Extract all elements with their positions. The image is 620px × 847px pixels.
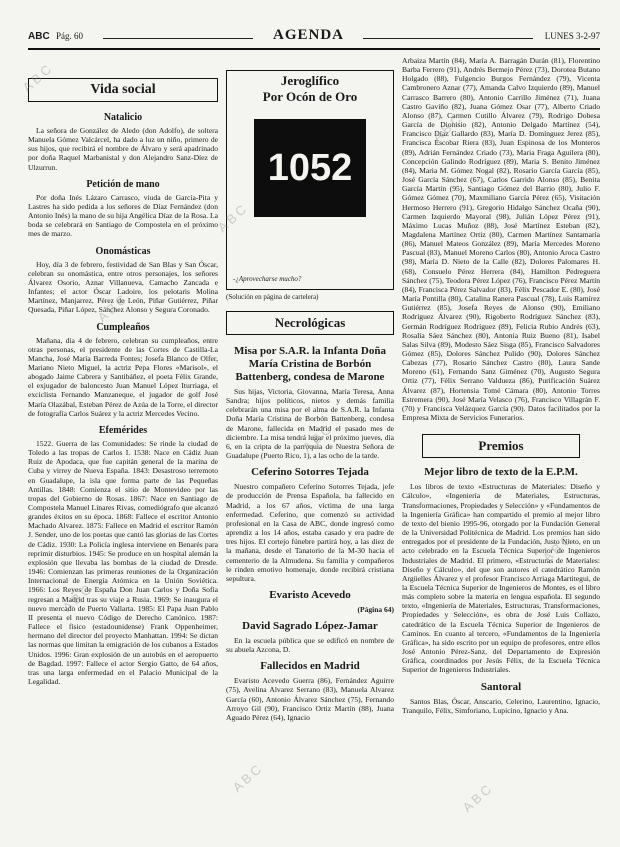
- page-header: [28, 27, 600, 50]
- cumpleanos-text: Mañana, día 4 de febrero, celebran su cumpleaños, entre otras personas, el presidente de las Cortes de Castilla-La Mancha, José María Barreda Fontes; Josefa Blanco de Olfer, Mariano Nieto Miguel, la actriz Pepa Flores «Marisol», el abogado Jaime Cabrera y Santibáñez, el poeta Félix Grande, el exjugador de baloncesto Juan Manuel López Iturriaga, el exciclista Fernando Manzaneque, el jugador de golf José María Olazábal, Esteban Pérez de Azúa de la Torre, el director de fotografía Carlos Suárez y la actriz Mercedes Vecino.: [28, 335, 218, 418]
- ceferino-text: Nuestro compañero Ceferino Sotorres Tejada, jefe de producción de Prensa Española, ha fallecido en Madrid, a los 67 años, víctima de una larga enfermedad. Ceferino, que comenzó su actividad profesional en la Casa de ABC, donde ingresó como aprendiz a los 14 años, estaba casado y era padre de tres hijos. El cortejo fúnebre partirá hoy, a las diez de la mañana, desde el Tanatorio de la M-30 hacia el cementerio de la Almudena. Su familia y compañeros le rinden emotivo homenaje, donde recibirá cristiana sepultura.: [226, 482, 394, 583]
- premio-text: Los libros de texto «Estructuras de Materiales: Diseño y Cálculo», «Ingeniería de Materiales, Estructuras, Transformaciones, Propiedades y Selección» y «Fundamentos de la Ingeniería Gráfica» han compartido el premio al mejor libro de texto del bienio 1995-96, otorgado por la Fundación General de la Universidad Politécnica de Madrid. Los premios han sido entregados por el presidente de la Fundación, Justo Nieto, en un acto celebrado en la Escuela Técnica Superior de Ingenieros Industriales de Madrid. El primero, «Estructuras de Materiales: Diseño y Cálculo», del que son autores el catedrático Ramón Argüelles Álvarez y el profesor Francisco Arriaga Martitegui, de la Escuela Técnica Superior de Ingenieros de Montes, es el libro más completo sobre la materia en lengua española. El segundo texto, «Ingeniería de Materiales, Estructuras, Transformaciones, Propiedades y Selección», es obra de José Luis Collazo, catedrático de la Escuela Técnica Superior de Ingenieros de Caminos. En cuanto al tercero, «Fundamentos de la Ingeniería Gráfica», ha sido escrito por un equipo de profesores, entre ellos José Antonio Pérez-Sanz, del Departamento de Expresión Gráfica, coordinados por Jesús Félix, de la Escuela Técnica Superior de Ingenieros Industriales.: [402, 482, 600, 675]
- evaristo-page-ref: (Página 64): [357, 604, 394, 614]
- watermark: ABC: [459, 779, 497, 816]
- jeroglifico-box: [226, 70, 394, 290]
- column-middle: [226, 56, 394, 836]
- fallecidos-text: Evaristo Acevedo Guerra (86), Fernández Aguirre (75), Avelina Alvarez Serrano (83), Manuela Alvarez García (60), Antonio Álvarez Sánchez (75), Fernando Arroyo Gil (90), Francisco Ortiz Martín (88), Juana Aguado Pérez (64), Ignacio: [226, 676, 394, 722]
- watermark: ABC: [214, 199, 252, 236]
- jeroglifico-title: Jeroglífico: [280, 73, 340, 88]
- natalicio-heading: Natalicio: [103, 112, 143, 123]
- natalicio-text: La señora de González de Aledo (don Adolfo), de soltera Manuela Gómez Valcárcel, ha dado a luz un niño, primero de sus hijos, que recibirá el nombre de Álvaro y será apadrinado por doña Raquel Marbanistal y don Alejandro Sanz-Díez de Ulzurrun.: [28, 126, 218, 172]
- fallecidos-list: Arbaiza Martín (84), María A. Barragán Durán (81), Florentino Barba Ferrero (91), Andrés Bermejo Pérez (73), Dorotea Butano Holgado (88), Fulgencio Burgos Fernández (79), Vicenta Cambronero Aznar (77), Amanda Calvo Izquierdo (89), Manuel Carrasco Barrero (80), Antonio Carrillo Jiménez (71), Juana Castro Gaviño (82), Juana Gómez Osar (77), Alberto Criado Alonso (87), Carmen Cutillo Álvarez (79), Rodrigo Dobesa García de Dionisio (82), Antonio Delgado Martínez (54), Francisco Díaz Gallardo (83), María D. Domínguez Jerez (85), Francisca Escobar Riera (83), Juan Espinosa de los Monteros (89), Adrián Fernández Criado (73), Maria Fraga Aguilera (80), Concepción Galindo Rodríguez (89), Maria S. Benito Jiménez (84), Maria M. Gómez Nogal (82), Rosario García García (85), José García Sánchez (67), Carlos Garrido Alonso (85), Benita García Martín (95), Santiago Gómez del Barrio (80), Julio F. Gómez Gómez (70), Maxmiliano García Pérez (65), Visitación Hermoso Herrero (91), Gregorio Hidalgo Sánchez Ocaña (90), Carmen Izquierdo Mayoral (98), Julián López Pérez (91), Máximo Lucas Muñoz (88), José Martínez Esteban (82), Magdalena Martínez Ortiz (80), Carmen Martínez Santamaría (86), Manuel Mateos González (89), María Mercedes Moreno Pascual (83), Manuel Moreno Carlos (80), Antonio Aroca Castro (98), María D. Nieto de la Calle (82), Dolores Palomares H. (68), Consuelo Pérez Herrera (84), Hamilton Pedreguera Sánchez (75), Teodora Pérez López (76), Francisco Pérez Martín (84), Francisca Pérez Salvador (83), Félix Pescador E. (80), José María Pontilla (80), Catalina Ranera Pascual (78), Luis Ramírez Gutiérrez (85), Josefa Reyes de Alonso (90), Emiliano Rodríguez Álvarez (90), Rigoberto Rodríguez Sánchez (83), Germán Rodríguez Rodríguez (89), Felicia Rubio Andrés (63), Rosalía Sáez Sánchez (80), Antonia Ruiz Bueno (81), Isabel Salas Silva (89), Modesto Sáez Sisga (85), Francisco Salvadores Gómez (85), Dolores Sánchez Pulido (90), Dolores Sánchez Cabezas (77), Rosario Sánchez Castro (80), Laura Sande Moreno (61), Fernando Sanz Giménez (70), Augusto Segura Ortiz (77), Félix Serrano Valdueza (86), Purificación Suárez Álvarez (87), Hortensia Tomé Cámara (80), Antonio Torres Estremera (90), José María Velasco (76), Francisco Villagrán F. (70) y Francisca Velázquez García (90). Datos facilitados por la Empresa Mixta de Servicios Funerarios.: [402, 56, 600, 423]
- fallecidos-heading: Fallecidos en Madrid: [260, 660, 360, 673]
- watermark: ABC: [539, 529, 577, 566]
- santoral-heading: Santoral: [480, 680, 522, 693]
- cumpleanos-heading: Cumpleaños: [96, 321, 150, 333]
- column-right: [402, 56, 600, 836]
- evaristo-heading: Evaristo Acevedo: [269, 588, 351, 601]
- column-social: [28, 56, 218, 836]
- misa-text: Sus hijas, Victoria, Giovanna, María Teresa, Anna Sandra; hijos políticos, nietos y demás familia celebrarán una misa por el alma de S.A.R. la Infanta Doña María Cristina de Borbón Battenberg, condesa de Marone, fallecida en Madrid el pasado mes de diciembre. La misa tendrá lugar el próximo jueves, día 6, en la cripta de la parroquia de Nuestra Señora de Guadalupe (Puerto Rico, 1), a las ocho de la tarde.: [226, 387, 394, 461]
- watermark: ABC: [229, 759, 267, 796]
- jeroglifico-solution: (Solución en página de cartelera): [226, 293, 319, 301]
- peticion-heading: Petición de mano: [86, 178, 160, 190]
- page-number: Pág. 60: [56, 31, 83, 41]
- watermark: ABC: [19, 59, 57, 96]
- watermark: ABC: [94, 289, 132, 326]
- watermark: ABC: [299, 419, 337, 456]
- onomasticas-heading: Onomásticas: [95, 245, 151, 257]
- peticion-text: Por doña Inés Lázaro Carrasco, viuda de García-Pita y Lastres ha sido pedida a los señores de Díaz Fernández (don Antonio Inés) la mano de su hija Angélica Díaz de la Rosa. La boda se celebrará en Santiago de Compostela en el próximo mes de marzo.: [28, 192, 218, 239]
- jeroglifico-puzzle: 1052: [254, 119, 366, 217]
- vida-social-title: Vida social: [28, 78, 218, 102]
- watermark: ABC: [429, 109, 467, 146]
- header-rule-right: [363, 38, 533, 39]
- onomasticas-text: Hoy, día 3 de febrero, festividad de San Blas y San Óscar, celebran su onomástica, entre otros personajes, los señores Álvarez Osorio, Aznar Villanueva, Camacho Zancada e Infantes; el actor Óscar Ladoire, los pelotaris Molina Martínez, Manjarrez, Pérez de León, Piñar Gutiérrez, Piñar Quesada, Piñar López, Sánchez Alonso y Segura Coronado.: [28, 259, 218, 315]
- premios-title: Premios: [422, 434, 580, 458]
- jeroglifico-hint: -¿Aprovecharse mucho?: [233, 275, 302, 283]
- david-heading: David Sagrado López-Jamar: [242, 619, 378, 632]
- david-text: En la escuela pública que se edificó en nombre de su abuela Azcona, D.: [226, 635, 394, 655]
- efemerides-text: 1522. Guerra de las Comunidades: Se rinde la ciudad de Toledo a las tropas de Carlos I. 1538: Nace en Cádiz Juan Ruiz de Apodaca, que fue capitán general de la marina de Cuba y virrey de Nueva España. 1843: Desastroso terremoto en Guadalupe, la isla que forma parte de las Pequeñas Antillas. 1848: Comienza el sitio de Montevideo por las tropas del Gobierno de Rosas. 1867: Nace en Santiago de Compostela Manuel Linares Rivas, comediógrafo que alcanzó grandes éxitos en su época. 1868: Fallece el escritor Antonio Machado Alvarez. 1875: Fallece en Madrid el escritor Ramón J. Sender, uno de los poetas que cantó las glorias de las Cortes de Cádiz. 1930: La Policía inglesa interviene en Benarés para reprimir disturbios. 1945: Se produce en un hospital alemán la explosión que llevaba las bombas de la ciudad de Dresde. 1946: Comienzan las primeras reuniones de la Organización Internacional de Energía Atómica en la Unión Soviética. 1966: Los Reyes de España Don Juan Carlos y Doña Sofía regresan a Madrid tras su viaje a Rusia. 1969: Se inaugura el nuevo mercado de Puerto Vallarta. 1985: El Papa Juan Pablo II presenta el nuevo Código de Derecho Canónico. 1987: Fallece el físico (estadounidense) Frank Oppenheimer, hermano del director del proyecto Manhattan. 1994: Se dictan las normas que limitan la emigración de los cubanos a Estados Unidos. 1996: Gran explosión de un autobús en el aeropuerto de Bagdad. 1997: Fallece el actor Sergio Gatto, de 64 años, tras una larga enfermedad en el Palacio Municipal de la Legalidad.: [28, 438, 218, 686]
- abc-logo: ABC: [28, 31, 50, 42]
- necrologicas-title: Necrológicas: [226, 311, 394, 335]
- watermark: ABC: [59, 579, 97, 616]
- section-title: AGENDA: [273, 27, 345, 43]
- premio-heading: Mejor libro de texto de la E.P.M.: [424, 466, 578, 479]
- misa-heading: Misa por S.A.R. la Infanta Doña María Cristina de Borbón Battenberg, condesa de Marone: [234, 345, 386, 383]
- header-rule-left: [103, 38, 253, 39]
- efemerides-heading: Efemérides: [98, 424, 148, 436]
- jeroglifico-author: Por Ocón de Oro: [262, 89, 358, 104]
- ceferino-heading: Ceferino Sotorres Tejada: [251, 466, 369, 479]
- santoral-text: Santos Blas, Óscar, Anscario, Celerino, Laurentino, Ignacio, Tranquilo, Félix, Simforiano, Lupicino, Ignacio y Ana.: [402, 696, 600, 715]
- issue-date: LUNES 3-2-97: [544, 31, 600, 41]
